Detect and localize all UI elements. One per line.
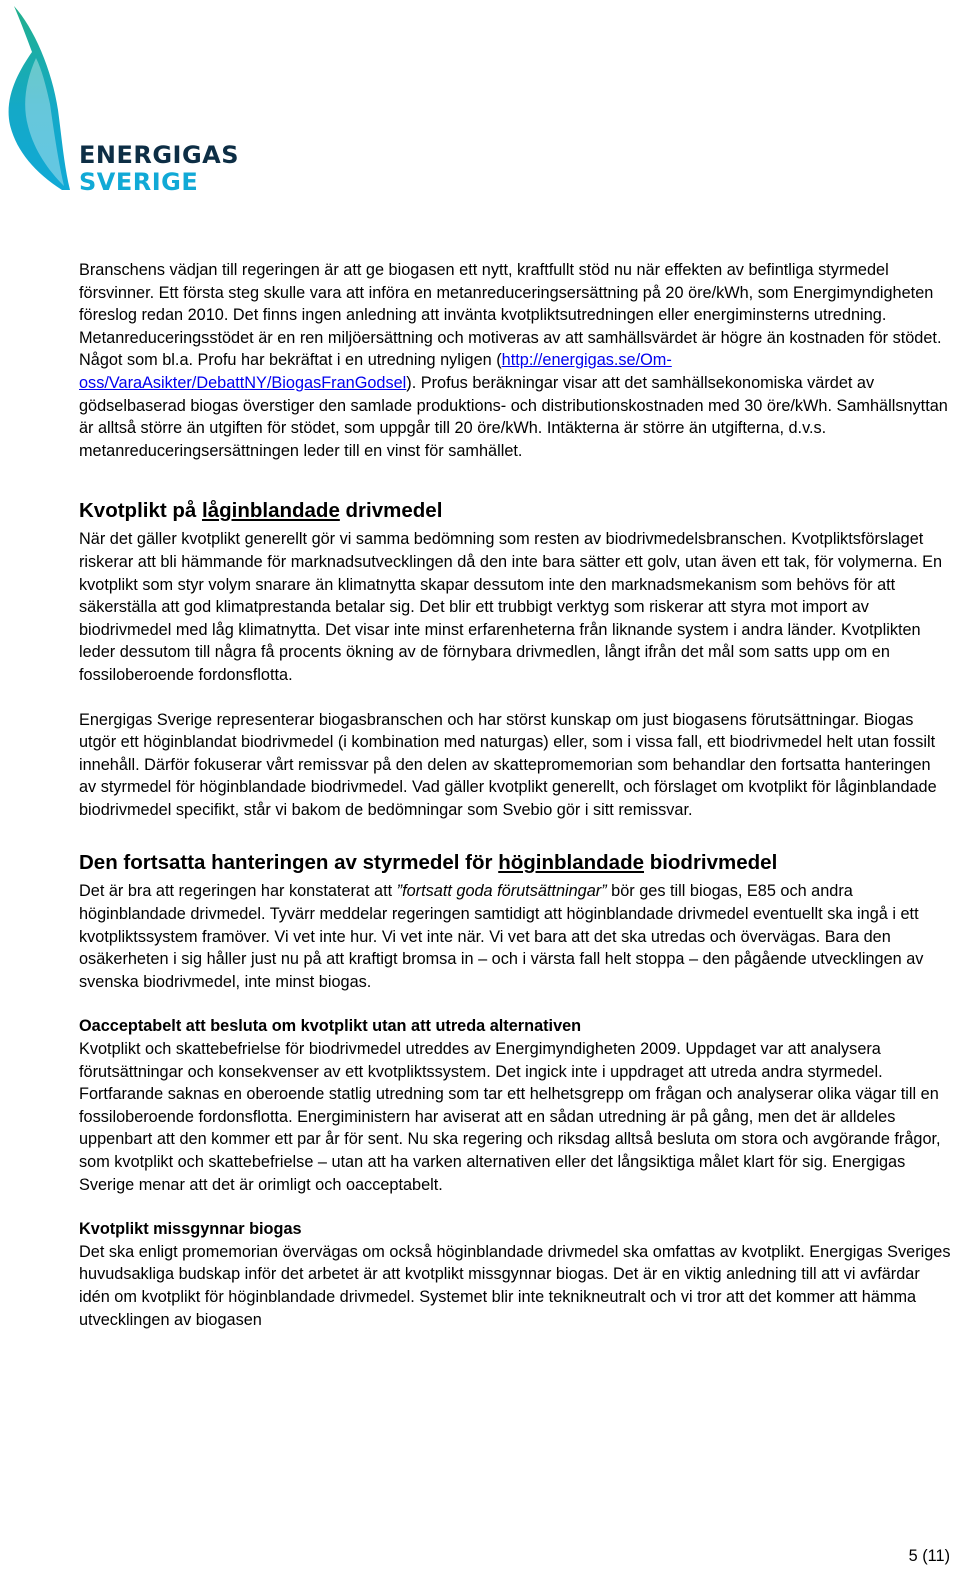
intro-text-2: ). Profus beräkningar visar att det samhällsekonomiska värdet av gödselbaserad biogas överstiger den samlade produktions- och distributionskostnaden med 30 öre/kWh. Samhällsnyttan är alltså större än utgiften för stödet, som uppgår till 20 öre/kWh. Intäkterna är större än utgifterna, d.v.s. metanreduceringsersättningen leder till en vinst för samhället. — [79, 373, 948, 460]
logo-text-energigas: ENERGIGAS — [79, 141, 240, 169]
oacceptabelt-paragraph: Kvotplikt och skattebefrielse för biodrivmedel utreddes av Energimyndigheten 2009. Uppdaget var att analysera förutsättningar och konsekvenser av ett kvotpliktssystem. Det ingick inte i uppdraget att utreda andra styrmedel. Fortfarande saknas en oberoende statlig utredning som tar ett helhetsgrepp om frågan och analyserar olika vägar till en fossiloberoende fordonsflotta. Energiministern har aviserat att en sådan utredning är på gång, men det är alldeles uppenbart att den kommer ett par år för sent. Nu ska regering och riksdag alltså besluta om stora och avgörande frågor, som kvotplikt och skattebefrielse – utan att ha varken alternativen eller det långsiktiga målet klart för sig. Energigas Sverige menar att det är orimligt och oacceptabelt. — [79, 1040, 941, 1194]
heading-hoginblandade-underlined: höginblandade — [498, 851, 644, 875]
profu-report-link[interactable]: http://energigas.se/Om-oss/VaraAsikter/DebattNY/BiogasFranGodsel — [79, 351, 672, 392]
energigas-sverige-logo — [0, 0, 240, 200]
heading-kvotplikt-laginblandade — [79, 498, 951, 524]
heading-kvotplikt-post: drivmedel — [339, 499, 443, 523]
logo-text-sverige: SVERIGE — [79, 168, 199, 196]
hoginblandade-text-pre: Det är bra att regeringen har konstaterat att — [79, 882, 397, 901]
intro-paragraph — [79, 259, 951, 462]
missgynnar-paragraph: Det ska enligt promemorian övervägas om också höginblandade drivmedel ska omfattas av kvotplikt. Energigas Sveriges huvudsakliga budskap inför det arbetet är att kvotplikt missgynnar biogas. Det är en viktig anledning till att vi avfärdar idén om kvotplikt för höginblandade drivmedel. Systemet blir inte teknikneutralt och vi tror att det kommer att hämma utvecklingen av biogasen — [79, 1242, 951, 1329]
kvotplikt-paragraph-2: Energigas Sverige representerar biogasbranschen och har störst kunskap om just biogasens förutsättningar. Biogas utgör ett höginblandat biodrivmedel (i kombination med naturgas) eller, som i vissa fall, ett biodrivmedel helt utan fossilt innehåll. Därför fokuserar vårt remissvar på den delen av skattepromemorian som behandlar den fortsatta hanteringen av styrmedel för höginblandade biodrivmedel. Vad gäller kvotplikt generellt, och förslaget om kvotplikt för låginblandade biodrivmedel specifikt, står vi bakom de bedömningar som Svebio gör i sitt remissvar. — [79, 710, 937, 819]
heading-missgynnar: Kvotplikt missgynnar biogas — [79, 1220, 302, 1239]
heading-oacceptabelt: Oacceptabelt att besluta om kvotplikt utan att utreda alternativen — [79, 1017, 582, 1036]
document-body — [79, 259, 951, 1331]
intro-text-1: Branschens vädjan till regeringen är att ge biogasen ett nytt, kraftfullt stöd nu när effekten av befintliga styrmedel försvinner. Ett första steg skulle vara att införa en metanreduceringsersättning på 20 öre/kWh, som Energimyndigheten föreslog redan 2010. Det finns ingen anledning att invänta kvotpliktsutredningen eller energiminsterns utredning. Metanreduceringsstödet är en ren miljöersättning och motiveras av att samhällsvärdet är högre än kostnaden för stödet. Något som bl.a. Profu har bekräftat i en utredning nyligen ( — [79, 261, 942, 370]
heading-kvotplikt-pre: Kvotplikt på — [79, 499, 203, 523]
heading-hoginblandade-pre: Den fortsatta hanteringen av styrmedel för — [79, 851, 499, 875]
hoginblandade-paragraph — [79, 880, 951, 993]
heading-hoginblandade-post: biodrivmedel — [644, 851, 778, 875]
heading-kvotplikt-underlined: låginblandade — [202, 499, 340, 523]
hoginblandade-quote: ”fortsatt goda förutsättningar” — [396, 882, 607, 901]
page-number: 5 (11) — [908, 1547, 950, 1565]
heading-hoginblandade — [79, 850, 951, 876]
hoginblandade-text-post: bör ges till biogas, E85 och andra höginblandade drivmedel. Tyvärr meddelar regeringen samtidigt att höginblandade drivmedel eventuellt ska ingå i ett kvotpliktssystem framöver. Vi vet inte hur. Vi vet inte när. Vi vet bara att det ska utredas och övervägas. Bara den osäkerheten i sig håller just nu på att kraftigt bromsa in – och i värsta fall helt stoppa – den pågående utvecklingen av svenska biodrivmedel, inte minst biogas. — [79, 882, 924, 991]
kvotplikt-paragraph-1: När det gäller kvotplikt generellt gör vi samma bedömning som resten av biodrivmedelsbranschen. Kvotpliktsförslaget riskerar att bli hämmande för marknadsutvecklingen då den inte bara sätter ett golv, utan även ett tak, för volymerna. En kvotplikt som styr volym snarare än klimatnytta skapar dessutom inte den marknadsmekanism som behövs för att säkerställa att god klimatprestanda betalar sig. Det blir ett trubbigt verktyg som riskerar att styra mot import av biodrivmedel med låg klimatnytta. Det visar inte minst erfarenheterna från liknande system i andra länder. Kvotplikten leder dessutom till några få procents ökning av de förnybara drivmedlen, långt ifrån det mål som satts upp om en fossiloberoende fordonsflotta. — [79, 530, 943, 684]
